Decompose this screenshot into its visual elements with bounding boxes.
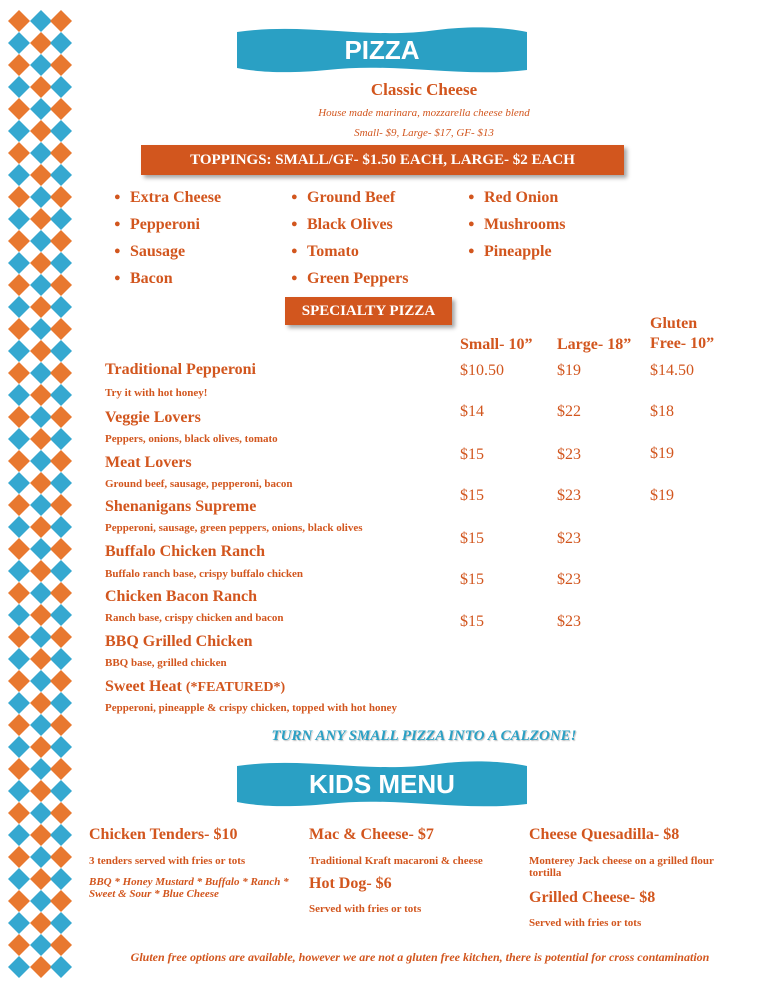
price-small: $10.50 (460, 362, 504, 379)
pizza-name: BBQ Grilled Chicken (105, 633, 253, 650)
specialty-header-text: SPECIALTY PIZZA (301, 302, 436, 319)
topping-item: ● Mushrooms (468, 213, 566, 240)
kids-item-description: Monterey Jack cheese on a grilled flour tortilla (529, 855, 714, 879)
gf-header-line1: Gluten (650, 315, 698, 332)
pizza-name: Sweet Heat (105, 678, 182, 695)
bullet-icon: ● (468, 191, 475, 203)
kids-item-description: Served with fries or tots (529, 917, 642, 929)
bullet-icon: ● (114, 191, 121, 203)
price-large: $23 (557, 571, 581, 588)
pizza-name: Traditional Pepperoni (105, 361, 256, 378)
price-small: $15 (460, 487, 484, 504)
toppings-column-2 (291, 186, 408, 294)
bullet-icon: ● (468, 218, 475, 230)
price-gluten-free: $19 (650, 445, 674, 462)
bullet-icon: ● (291, 272, 298, 284)
topping-item: ● Black Olives (291, 213, 408, 240)
pizza-description: Ground beef, sausage, pepperoni, bacon (105, 478, 293, 490)
price-large: $22 (557, 403, 581, 420)
toppings-header-text: TOPPINGS: SMALL/GF- $1.50 EACH, LARGE- $2 EACH (190, 151, 575, 168)
topping-item: ● Pineapple (468, 240, 566, 267)
price-small: $15 (460, 446, 484, 463)
price-column-gluten-free (650, 314, 714, 354)
kids-banner-title: KIDS MENU (309, 768, 455, 799)
toppings-column-1 (114, 186, 221, 294)
pizza-description: Buffalo ranch base, crispy buffalo chicken (105, 568, 304, 580)
kids-item-description: 3 tenders served with fries or tots (89, 855, 246, 867)
pizza-banner-title: PIZZA (344, 34, 420, 65)
toppings-header (141, 145, 624, 175)
bullet-icon: ● (291, 191, 298, 203)
price-gluten-free: $18 (650, 403, 674, 420)
topping-item: ● Extra Cheese (114, 186, 221, 213)
classic-cheese-prices: Small- $9, Large- $17, GF- $13 (354, 127, 494, 139)
kids-item-description: Traditional Kraft macaroni & cheese (309, 855, 483, 867)
price-column-small: Small- 10” (460, 336, 533, 353)
kids-item-title: Cheese Quesadilla- $8 (529, 826, 680, 843)
diamond-pattern (8, 10, 72, 985)
pizza-description: Pepperoni, sausage, green peppers, onions, black olives (105, 522, 363, 534)
pizza-description: Ranch base, crispy chicken and bacon (105, 612, 284, 624)
topping-item: ● Ground Beef (291, 186, 408, 213)
kids-menu-banner (237, 760, 527, 808)
pizza-description: Peppers, onions, black olives, tomato (105, 433, 278, 445)
topping-item: ● Sausage (114, 240, 221, 267)
kids-item-title: Hot Dog- $6 (309, 875, 392, 892)
pizza-name: Buffalo Chicken Ranch (105, 543, 266, 560)
kids-item-title: Chicken Tenders- $10 (89, 826, 238, 843)
calzone-note: TURN ANY SMALL PIZZA INTO A CALZONE! (271, 728, 577, 744)
bullet-icon: ● (114, 218, 121, 230)
topping-item: ● Red Onion (468, 186, 566, 213)
bullet-icon: ● (468, 245, 475, 257)
classic-cheese-description: House made marinara, mozzarella cheese blend (318, 107, 530, 119)
bullet-icon: ● (114, 245, 121, 257)
diamond-border (8, 10, 72, 985)
price-large: $23 (557, 613, 581, 630)
price-large: $19 (557, 362, 581, 379)
price-small: $15 (460, 613, 484, 630)
pizza-name: Veggie Lovers (105, 409, 201, 426)
kids-sauce-options: BBQ * Honey Mustard * Buffalo * Ranch * Sweet & Sour * Blue Cheese (89, 876, 289, 900)
topping-item: ● Tomato (291, 240, 408, 267)
pizza-name: Shenanigans Supreme (105, 498, 257, 515)
price-large: $23 (557, 446, 581, 463)
price-small: $15 (460, 571, 484, 588)
topping-item: ● Green Peppers (291, 267, 408, 294)
pizza-description: Pepperoni, pineapple & crispy chicken, topped with hot honey (105, 702, 397, 714)
price-small: $15 (460, 530, 484, 547)
price-gluten-free: $19 (650, 487, 674, 504)
pizza-description: Try it with hot honey! (105, 387, 208, 399)
kids-item-description: Served with fries or tots (309, 903, 422, 915)
kids-item-title: Grilled Cheese- $8 (529, 889, 656, 906)
pizza-description: BBQ base, grilled chicken (105, 657, 227, 669)
bullet-icon: ● (291, 218, 298, 230)
pizza-name: Chicken Bacon Ranch (105, 588, 258, 605)
price-large: $23 (557, 530, 581, 547)
toppings-column-3 (468, 186, 566, 267)
bullet-icon: ● (114, 272, 121, 284)
price-column-large: Large- 18” (557, 336, 632, 353)
classic-cheese-title: Classic Cheese (370, 80, 478, 99)
featured-badge: (*FEATURED*) (185, 680, 286, 695)
gf-header-line2: Free- 10” (650, 335, 715, 352)
price-large: $23 (557, 487, 581, 504)
pizza-banner (237, 26, 527, 74)
pizza-name-featured (105, 678, 285, 696)
price-gluten-free: $14.50 (650, 362, 694, 379)
specialty-pizza-header (285, 297, 452, 325)
topping-item: ● Bacon (114, 267, 221, 294)
pizza-name: Meat Lovers (105, 454, 192, 471)
gluten-free-disclaimer: Gluten free options are available, however we are not a gluten free kitchen, there is potential for cross contamination (130, 950, 710, 964)
price-small: $14 (460, 403, 484, 420)
bullet-icon: ● (291, 245, 298, 257)
topping-item: ● Pepperoni (114, 213, 221, 240)
kids-item-title: Mac & Cheese- $7 (309, 826, 434, 843)
